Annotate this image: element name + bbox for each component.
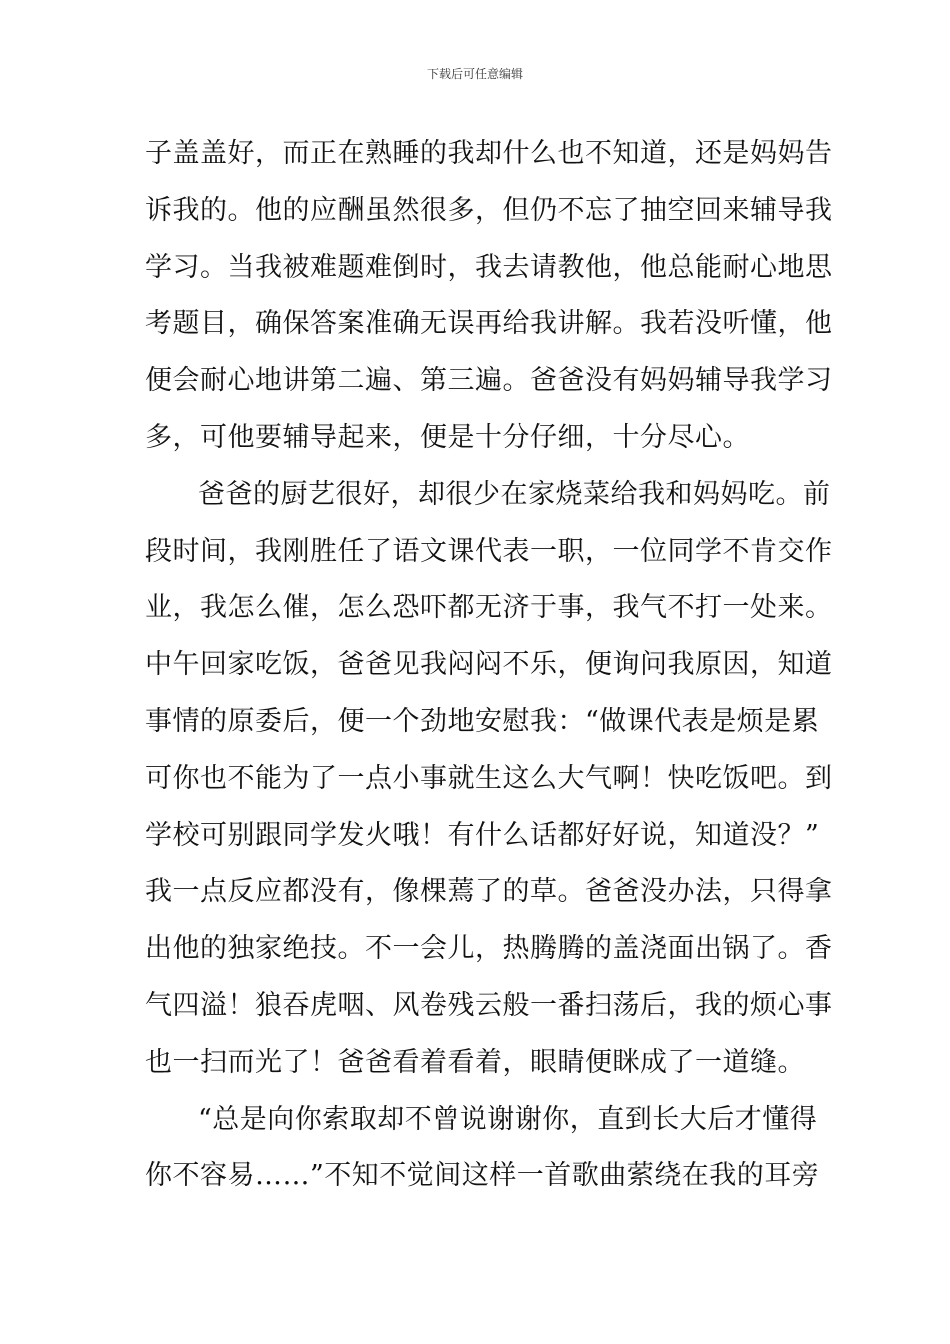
text-line: 你不容易……”不知不觉间这样一首歌曲萦绕在我的耳旁	[145, 1160, 820, 1192]
text-line: 可你也不能为了一点小事就生这么大气啊！快吃饭吧。到	[145, 762, 833, 794]
text-line: 气四溢！狼吞虎咽、风卷残云般一番扫荡后，我的烦心事	[145, 989, 833, 1021]
text-line: 诉我的。他的应酬虽然很多，但仍不忘了抽空回来辅导我	[145, 194, 833, 226]
text-line: 多，可他要辅导起来，便是十分仔细，十分尽心。	[145, 421, 750, 453]
text-line: 也一扫而光了！爸爸看着看着，眼睛便眯成了一道缝。	[145, 1046, 805, 1078]
document-body	[145, 126, 833, 1205]
text-line: 学校可别跟同学发火哦！有什么话都好好说，知道没？”	[145, 819, 820, 851]
paragraph-first-line: “总是向你索取却不曾说谢谢你，直到长大后才懂得	[198, 1103, 818, 1135]
paragraph-first-line: 爸爸的厨艺很好，却很少在家烧菜给我和妈妈吃。前	[198, 478, 831, 510]
text-line: 我一点反应都没有，像棵蔫了的草。爸爸没办法，只得拿	[145, 876, 833, 908]
text-line: 出他的独家绝技。不一会儿，热腾腾的盖浇面出锅了。香	[145, 933, 833, 965]
page-header: 下载后可任意编辑	[426, 67, 523, 81]
text-line: 业，我怎么催，怎么恐吓都无济于事，我气不打一处来。	[145, 592, 833, 624]
text-line: 事情的原委后，便一个劲地安慰我：“做课代表是烦是累	[145, 705, 820, 737]
text-line: 中午回家吃饭，爸爸见我闷闷不乐，便询问我原因，知道	[145, 649, 833, 681]
text-line: 考题目，确保答案准确无误再给我讲解。我若没听懂，他	[145, 308, 833, 340]
text-line: 便会耐心地讲第二遍、第三遍。爸爸没有妈妈辅导我学习	[145, 365, 833, 397]
text-line: 子盖盖好，而正在熟睡的我却什么也不知道，还是妈妈告	[145, 138, 833, 169]
text-line: 学习。当我被难题难倒时，我去请教他，他总能耐心地思	[145, 251, 833, 283]
text-line: 段时间，我刚胜任了语文课代表一职，一位同学不肯交作	[145, 535, 833, 567]
